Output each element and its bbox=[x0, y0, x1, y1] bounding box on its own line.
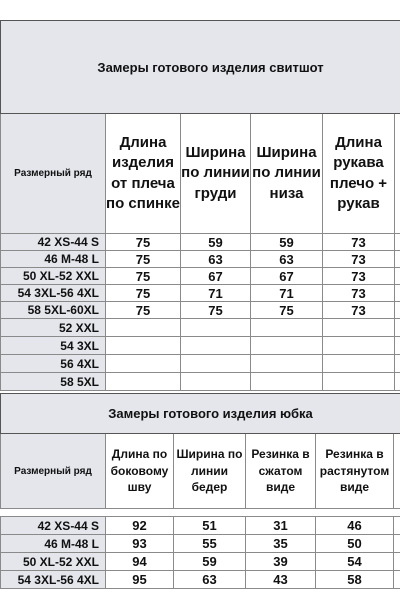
size-label: 42 XS-44 S bbox=[1, 234, 106, 251]
value-cell: 71 bbox=[251, 285, 323, 302]
size-label: 54 3XL bbox=[1, 337, 106, 355]
value-cell bbox=[181, 355, 251, 373]
value-cell: 75 bbox=[106, 234, 181, 251]
table-row bbox=[1, 517, 400, 535]
value-cell: 59 bbox=[181, 234, 251, 251]
value-cell: 75 bbox=[106, 285, 181, 302]
col-chest-width-header: Ширина по линии груди bbox=[181, 114, 251, 234]
size-label: 46 M-48 L bbox=[1, 535, 106, 553]
size-label: 52 XXL bbox=[1, 319, 106, 337]
col-elastic-stretched-header: Резинка в растянутом виде bbox=[316, 434, 394, 509]
value-cell: 95 bbox=[106, 571, 174, 589]
size-range-header: Размерный ряд bbox=[1, 114, 106, 234]
col-side-seam-length-header: Длина по боковому шву bbox=[106, 434, 174, 509]
skirt-header-row bbox=[1, 434, 400, 509]
table-row bbox=[1, 251, 400, 268]
value-cell: 59 bbox=[174, 553, 246, 571]
value-cell: 31 bbox=[246, 517, 316, 535]
value-cell bbox=[251, 337, 323, 355]
value-cell bbox=[181, 319, 251, 337]
value-cell: 75 bbox=[106, 302, 181, 319]
col-hip-width-header: Ширина по линии бедер bbox=[174, 434, 246, 509]
table-row bbox=[1, 373, 400, 391]
value-cell bbox=[251, 319, 323, 337]
value-cell bbox=[181, 373, 251, 391]
value-cell: 58 bbox=[316, 571, 394, 589]
value-cell bbox=[106, 319, 181, 337]
value-cell: 75 bbox=[181, 302, 251, 319]
value-cell bbox=[323, 337, 395, 355]
size-label: 46 M-48 L bbox=[1, 251, 106, 268]
value-cell bbox=[106, 337, 181, 355]
value-cell bbox=[106, 373, 181, 391]
value-cell: 67 bbox=[181, 268, 251, 285]
value-cell: 73 bbox=[323, 251, 395, 268]
value-cell: 73 bbox=[323, 234, 395, 251]
table-row bbox=[1, 285, 400, 302]
table-row bbox=[1, 268, 400, 285]
size-label: 58 5XL bbox=[1, 373, 106, 391]
table-row bbox=[1, 535, 400, 553]
value-cell bbox=[323, 319, 395, 337]
value-cell: 63 bbox=[251, 251, 323, 268]
skirt-title: Замеры готового изделия юбка bbox=[1, 394, 400, 434]
value-cell: 39 bbox=[246, 553, 316, 571]
value-cell: 73 bbox=[323, 268, 395, 285]
size-label: 50 XL-52 XXL bbox=[1, 268, 106, 285]
value-cell: 75 bbox=[251, 302, 323, 319]
value-cell: 51 bbox=[174, 517, 246, 535]
table-row bbox=[1, 302, 400, 319]
table-row bbox=[1, 571, 400, 589]
sweatshirt-title: Замеры готового изделия свитшот bbox=[1, 21, 400, 114]
value-cell bbox=[323, 355, 395, 373]
table-row bbox=[1, 355, 400, 373]
value-cell bbox=[181, 337, 251, 355]
col-hem-width-header: Ширина по линии низа bbox=[251, 114, 323, 234]
value-cell: 55 bbox=[174, 535, 246, 553]
table-row bbox=[1, 234, 400, 251]
value-cell: 73 bbox=[323, 302, 395, 319]
size-label: 54 3XL-56 4XL bbox=[1, 285, 106, 302]
value-cell: 93 bbox=[106, 535, 174, 553]
value-cell: 75 bbox=[106, 251, 181, 268]
value-cell: 43 bbox=[246, 571, 316, 589]
value-cell bbox=[251, 373, 323, 391]
table-row bbox=[1, 553, 400, 571]
value-cell: 73 bbox=[323, 285, 395, 302]
value-cell: 94 bbox=[106, 553, 174, 571]
value-cell: 63 bbox=[174, 571, 246, 589]
value-cell: 46 bbox=[316, 517, 394, 535]
value-cell: 63 bbox=[181, 251, 251, 268]
sweatshirt-measurements-table bbox=[0, 20, 400, 391]
value-cell bbox=[106, 355, 181, 373]
size-label: 42 XS-44 S bbox=[1, 517, 106, 535]
size-label: 58 5XL-60XL bbox=[1, 302, 106, 319]
table-row bbox=[1, 337, 400, 355]
skirt-measurements-table bbox=[0, 393, 400, 589]
size-label: 54 3XL-56 4XL bbox=[1, 571, 106, 589]
value-cell: 50 bbox=[316, 535, 394, 553]
table-row bbox=[1, 319, 400, 337]
value-cell: 67 bbox=[251, 268, 323, 285]
value-cell: 59 bbox=[251, 234, 323, 251]
size-range-header: Размерный ряд bbox=[1, 434, 106, 509]
value-cell: 35 bbox=[246, 535, 316, 553]
col-sleeve-length-header: Длина рукава плечо + рукав bbox=[323, 114, 395, 234]
value-cell: 71 bbox=[181, 285, 251, 302]
size-label: 50 XL-52 XXL bbox=[1, 553, 106, 571]
size-label: 56 4XL bbox=[1, 355, 106, 373]
value-cell: 54 bbox=[316, 553, 394, 571]
value-cell bbox=[251, 355, 323, 373]
value-cell bbox=[323, 373, 395, 391]
col-elastic-relaxed-header: Резинка в сжатом виде bbox=[246, 434, 316, 509]
col-length-header: Длина изделия от плеча по спинке bbox=[106, 114, 181, 234]
value-cell: 75 bbox=[106, 268, 181, 285]
value-cell: 92 bbox=[106, 517, 174, 535]
sweatshirt-header-row bbox=[1, 114, 400, 234]
